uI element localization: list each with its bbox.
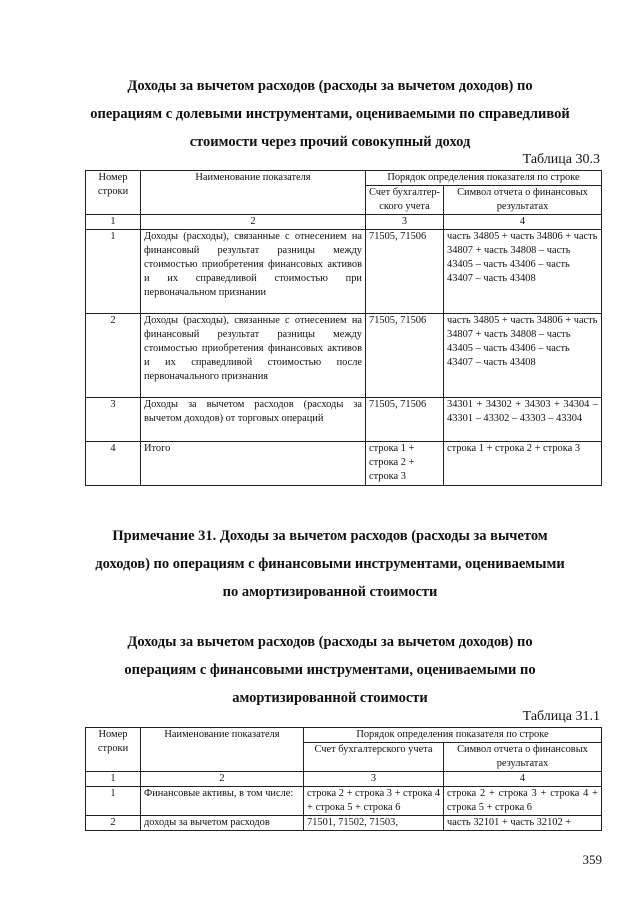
- row-number: 1: [86, 787, 141, 816]
- section-heading-line: амортизированной стоимости: [232, 690, 428, 706]
- header-indicator: Наименование показателя: [141, 728, 304, 772]
- column-numbers-row: [86, 772, 602, 787]
- row-number: 2: [86, 314, 141, 398]
- row-symbol: строка 2 + строка 3 + строка 4 + строка 5 + строка 6: [444, 787, 602, 816]
- row-indicator: Доходы (расходы), связанные с отнесением на финансовый результат разницы между стоимостью приобретения финансовых активов и их справедливой стоимостью после первоначального признания: [141, 314, 366, 398]
- table-30-3: [85, 170, 602, 486]
- table-row: [86, 314, 602, 398]
- note-heading-line: доходов) по операциям с финансовыми инструментами, оцениваемыми: [95, 556, 565, 572]
- page-number: 359: [582, 852, 602, 867]
- row-symbol: часть 34805 + часть 34806 + часть 34807 + часть 34808 – часть 43405 – часть 43406 – часть 43407 – часть 43408: [444, 230, 602, 314]
- header-row-number: Номер строки: [86, 728, 141, 772]
- header-order: Порядок определения показателя по строке: [366, 171, 602, 186]
- header-account: Счет бухгалтер-ского учета: [366, 186, 444, 215]
- row-indicator: Доходы (расходы), связанные с отнесением на финансовый результат разницы между стоимостью приобретения финансовых активов и их справедливой стоимостью при первоначальном признании: [141, 230, 366, 314]
- row-indicator: доходы за вычетом расходов: [141, 816, 304, 831]
- row-number: 3: [86, 398, 141, 442]
- table-31-1: [85, 727, 602, 831]
- header-order: Порядок определения показателя по строке: [304, 728, 602, 743]
- row-indicator: Финансовые активы, в том числе:: [141, 787, 304, 816]
- header-symbol: Символ отчета о финансовых результатах: [444, 186, 602, 215]
- row-number: 1: [86, 230, 141, 314]
- table-row: [86, 816, 602, 831]
- row-indicator: Доходы за вычетом расходов (расходы за вычетом доходов) от торговых операций: [141, 398, 366, 442]
- row-indicator: Итого: [141, 442, 366, 486]
- column-numbers-row: [86, 215, 602, 230]
- header-indicator: Наименование показателя: [141, 171, 366, 215]
- section-heading-line: операциям с финансовыми инструментами, оцениваемыми по: [124, 662, 536, 678]
- row-number: 2: [86, 816, 141, 831]
- section-heading-line: Доходы за вычетом расходов (расходы за вычетом доходов) по: [127, 634, 533, 650]
- column-number: 2: [141, 215, 366, 230]
- note-heading-line: Примечание 31. Доходы за вычетом расходов (расходы за вычетом: [112, 528, 548, 544]
- table-caption: Таблица 30.3: [522, 152, 600, 167]
- table-caption: Таблица 31.1: [522, 709, 600, 724]
- row-symbol: часть 34805 + часть 34806 + часть 34807 + часть 34808 – часть 43405 – часть 43406 – часть 43407 – часть 43408: [444, 314, 602, 398]
- note-heading-line: по амортизированной стоимости: [222, 584, 438, 600]
- row-symbol: строка 1 + строка 2 + строка 3: [444, 442, 602, 486]
- section-heading-line: стоимости через прочий совокупный доход: [189, 134, 471, 150]
- row-account: строка 1 + строка 2 + строка 3: [366, 442, 444, 486]
- column-number: 2: [141, 772, 304, 787]
- header-symbol: Символ отчета о финансовых результатах: [444, 743, 602, 772]
- table-row: [86, 398, 602, 442]
- column-number: 4: [444, 772, 602, 787]
- column-number: 3: [304, 772, 444, 787]
- section-heading-line: Доходы за вычетом расходов (расходы за вычетом доходов) по: [127, 78, 533, 94]
- table-row: [86, 787, 602, 816]
- header-row-number: Номер строки: [86, 171, 141, 215]
- column-number: 1: [86, 215, 141, 230]
- row-account: 71501, 71502, 71503,: [304, 816, 444, 831]
- table-row: [86, 442, 602, 486]
- header-account: Счет бухгалтерского учета: [304, 743, 444, 772]
- note-heading: [60, 522, 600, 606]
- row-number: 4: [86, 442, 141, 486]
- column-number: 1: [86, 772, 141, 787]
- section-heading: [60, 628, 600, 712]
- column-number: 3: [366, 215, 444, 230]
- row-account: 71505, 71506: [366, 314, 444, 398]
- row-account: 71505, 71506: [366, 230, 444, 314]
- section-heading-line: операциям с долевыми инструментами, оцениваемыми по справедливой: [90, 106, 570, 122]
- row-symbol: часть 32101 + часть 32102 +: [444, 816, 602, 831]
- column-number: 4: [444, 215, 602, 230]
- row-symbol: 34301 + 34302 + 34303 + 34304 – 43301 – 43302 – 43303 – 43304: [444, 398, 602, 442]
- section-heading: [60, 72, 600, 156]
- row-account: 71505, 71506: [366, 398, 444, 442]
- row-account: строка 2 + строка 3 + строка 4 + строка 5 + строка 6: [304, 787, 444, 816]
- table-row: [86, 230, 602, 314]
